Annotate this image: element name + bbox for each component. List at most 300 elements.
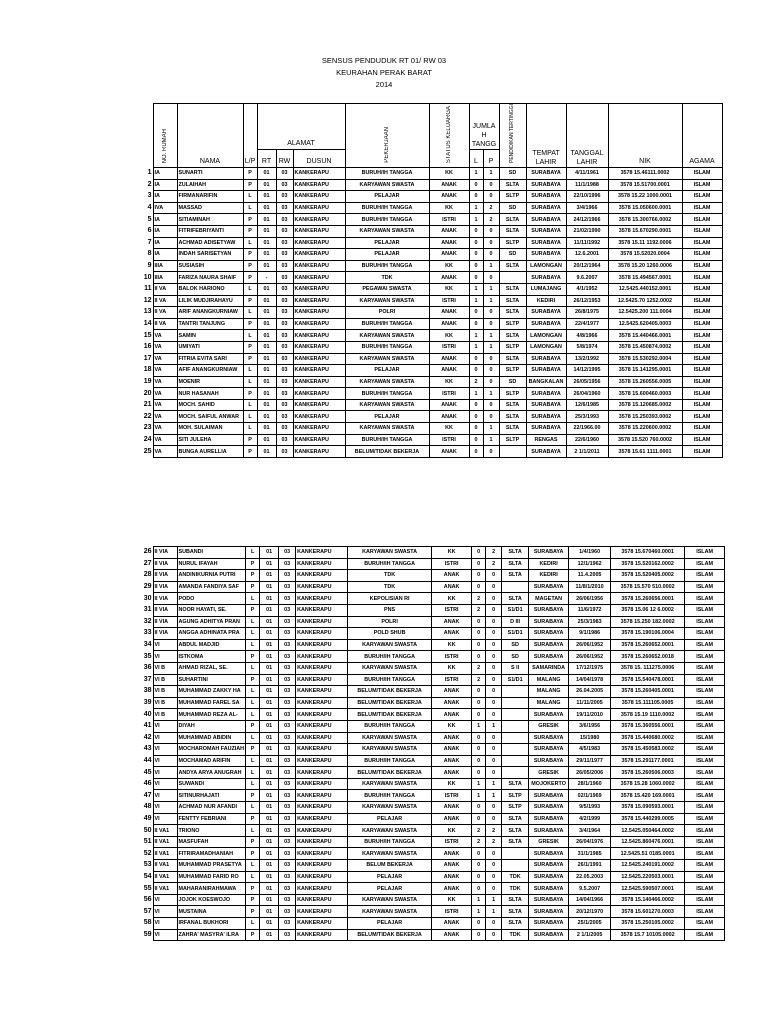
status-keluarga: ANAK [429,237,469,249]
jumlah-p: 1 [483,423,499,435]
rw: 03 [276,225,293,237]
nama: MUHAMMAD FARID RO [177,871,246,883]
row-number: 35 [143,652,152,660]
agama: ISLAM [685,918,725,930]
tempat-lahir: SURABAYA [529,616,569,628]
row-number: 30 [143,594,152,602]
agama: ISLAM [685,836,725,848]
status-keluarga: ISTRI [432,836,472,848]
dusun: KANKERAPU [296,628,348,640]
no-rumah: II VIA [153,558,177,570]
table-row [140,202,722,214]
pekerjaan: BURUH/IH TANGGA [348,674,432,686]
tanggal-lahir: 21/02/1990 [566,225,608,237]
no-rumah: VI [153,929,177,941]
status-keluarga: KK [432,593,472,605]
dusun: KANKERAPU [293,202,345,214]
jenis-kelamin: P [243,225,257,237]
dusun: KANKERAPU [293,295,345,307]
jumlah-p: 0 [483,225,499,237]
table-row [140,423,722,435]
rw: 03 [279,674,296,686]
jumlah-l: 0 [469,434,483,446]
pekerjaan: TDK [345,272,429,284]
no-rumah: VI [153,732,177,744]
tempat-lahir: SURABAYA [529,744,569,756]
pendidikan: SLTA [499,179,526,191]
no-rumah: II VA1 [153,836,177,848]
rw: 03 [276,260,293,272]
rt: 01 [260,570,279,582]
dusun: KANKERAPU [293,179,345,191]
nik: 3578 15.520162.0002 [611,558,685,570]
pendidikan: SLTA [502,918,529,930]
jenis-kelamin: P [243,260,257,272]
row-number: 37 [143,675,152,683]
rt: 01 [260,860,279,872]
pekerjaan: BURUH/IH TANGGA [348,651,432,663]
table-row [140,755,725,767]
nama: MOCH. SAHID [177,399,243,411]
jumlah-p: 0 [486,883,502,895]
jumlah-l: 0 [472,697,486,709]
pekerjaan: KARYAWAN SWASTA [345,353,429,365]
pendidikan: S II [502,662,529,674]
jenis-kelamin: P [243,446,257,458]
nik: 3578 15.220600.0002 [608,423,682,435]
nama: MUHAMMAD ABIDIN [177,732,246,744]
nama: ANGGA ADHINATA PRA [177,628,246,640]
jenis-kelamin: L [243,307,257,319]
tanggal-lahir: 11/1/1988 [566,179,608,191]
nik: 3578 15.520 760.0002 [608,434,682,446]
rt: 01 [257,214,276,226]
tempat-lahir: GRESIK [529,720,569,732]
nama: NOOR HAYATI, SE. [177,604,246,616]
tempat-lahir: SURABAYA [526,399,566,411]
header-jumlah: JUMLA H TANGG [469,104,499,150]
dusun: KANKERAPU [296,558,348,570]
tanggal-lahir: 9/5/1993 [569,802,611,814]
rw: 03 [279,790,296,802]
tanggal-lahir: 11/11/2005 [569,697,611,709]
no-rumah: II VA1 [153,871,177,883]
nama: SITI JULEHA [177,434,243,446]
status-keluarga: ANAK [432,732,472,744]
status-keluarga: KK [432,825,472,837]
jenis-kelamin: P [246,836,260,848]
status-keluarga: ANAK [429,249,469,261]
nik: 3578 15. 111275.0006 [611,662,685,674]
no-rumah: VI B [153,697,177,709]
nik: 3578 15.050600.0001 [608,202,682,214]
tempat-lahir: SURABAYA [526,307,566,319]
jenis-kelamin: P [243,295,257,307]
agama: ISLAM [685,686,725,698]
row-number: 46 [143,780,152,788]
pekerjaan: BURUH/IH TANGGA [348,720,432,732]
pekerjaan: PELAJAR [348,871,432,883]
tanggal-lahir: 1/4/1960 [569,547,611,559]
jenis-kelamin: L [246,825,260,837]
row-number: 43 [143,745,152,753]
pendidikan [502,697,529,709]
jenis-kelamin: P [243,353,257,365]
tanggal-lahir: 12.6.2001 [566,249,608,261]
jumlah-l: 1 [472,790,486,802]
pendidikan: SLTA [502,570,529,582]
tanggal-lahir: 11/6/1972 [569,604,611,616]
table-row [140,365,722,377]
tanggal-lahir: 4/8/1966 [566,330,608,342]
table-row [140,558,725,570]
status-keluarga: ISTRI [429,341,469,353]
status-keluarga: KK [432,720,472,732]
jenis-kelamin: L [246,918,260,930]
rw: 03 [279,732,296,744]
tanggal-lahir: 28/1/1960 [569,778,611,790]
no-rumah: VI B [153,686,177,698]
pendidikan: SLTA [499,225,526,237]
rw: 03 [279,639,296,651]
tanggal-lahir: 29/11/1977 [569,755,611,767]
status-keluarga: ISTRI [432,604,472,616]
header-jumlah-p: P [483,150,499,168]
nama: DIYAH [177,720,246,732]
nik: 12.5425.220503.0001 [611,871,685,883]
jenis-kelamin: L [246,547,260,559]
jenis-kelamin: L [243,399,257,411]
pekerjaan: BELUM/TIDAK BEKERJA [348,697,432,709]
table-row [140,639,725,651]
jenis-kelamin: L [243,202,257,214]
jumlah-l: 0 [469,318,483,330]
tanggal-lahir: 3/4/1966 [566,202,608,214]
table-row [140,686,725,698]
pendidikan [502,767,529,779]
table-row [140,593,725,605]
agama: ISLAM [685,697,725,709]
jumlah-p: 0 [483,376,499,388]
tempat-lahir: SURABAYA [529,813,569,825]
row-number: 21 [143,401,152,409]
status-keluarga: ANAK [432,929,472,941]
tanggal-lahir: 22/4/1977 [566,318,608,330]
no-rumah: VA [153,353,177,365]
table-row [140,802,725,814]
no-rumah: VI [153,802,177,814]
jumlah-p: 1 [486,906,502,918]
table-row [140,604,725,616]
jumlah-l: 0 [472,918,486,930]
status-keluarga: KK [432,662,472,674]
rt: 01 [260,639,279,651]
jumlah-l: 0 [469,423,483,435]
no-rumah: II VA [153,318,177,330]
nama: AGUNG ADHITYA PRAN [177,616,246,628]
dusun: KANKERAPU [293,399,345,411]
pekerjaan: BELUM BEKERJA [348,860,432,872]
tanggal-lahir: 26/04/1976 [569,836,611,848]
jenis-kelamin: L [246,697,260,709]
rw: 03 [279,836,296,848]
table-row [140,272,722,284]
jumlah-p: 0 [486,929,502,941]
jumlah-l: 0 [469,237,483,249]
jenis-kelamin: L [246,802,260,814]
no-rumah: II VIA [153,604,177,616]
no-rumah: VI B [153,674,177,686]
dusun: KANKERAPU [293,225,345,237]
rt: 01 [257,318,276,330]
no-rumah: II VIA [153,547,177,559]
status-keluarga: ANAK [432,918,472,930]
pekerjaan: KARYAWAN SWASTA [348,547,432,559]
pekerjaan: KARYAWAN SWASTA [348,778,432,790]
jumlah-p: 0 [483,365,499,377]
agama: ISLAM [685,709,725,721]
agama: ISLAM [682,272,722,284]
pekerjaan: KARYAWAN SWASTA [348,744,432,756]
pekerjaan: BURUH/IH TANGGA [348,558,432,570]
nik: 3578 15.440680.0002 [611,732,685,744]
rt: 01 [257,249,276,261]
jenis-kelamin: P [243,179,257,191]
agama: ISLAM [685,744,725,756]
jumlah-l: 0 [472,651,486,663]
pekerjaan: BELUM/TIDAK BEKERJA [348,929,432,941]
jenis-kelamin: P [246,906,260,918]
jenis-kelamin: L [246,662,260,674]
jumlah-p: 1 [483,283,499,295]
nama: PODO [177,593,246,605]
jenis-kelamin: L [246,732,260,744]
rw: 03 [276,376,293,388]
agama: ISLAM [682,330,722,342]
rt: 01 [260,825,279,837]
nama: ISTKOMA [177,651,246,663]
dusun: KANKERAPU [296,894,348,906]
jenis-kelamin: L [243,283,257,295]
dusun: KANKERAPU [293,318,345,330]
jumlah-p: 0 [483,318,499,330]
no-rumah: VI [153,813,177,825]
nama: SITIAMINAH [177,214,243,226]
row-number: 44 [143,756,152,764]
jumlah-l: 0 [472,709,486,721]
nama: INDAH SARISETYAN [177,249,243,261]
doc-title-line1: SENSUS PENDUDUK RT 01/ RW 03 [321,56,447,65]
rt: 01 [260,732,279,744]
rt: 01 [260,674,279,686]
status-keluarga: ANAK [432,697,472,709]
jumlah-l: 0 [472,883,486,895]
nik: 3578 15.600460.0003 [608,388,682,400]
tempat-lahir: SURABAYA [526,179,566,191]
rt: 01 [257,376,276,388]
nik: 3578 15.440466.0001 [608,330,682,342]
jumlah-l: 0 [469,249,483,261]
status-keluarga: ISTRI [429,434,469,446]
row-number: 42 [143,733,152,741]
jenis-kelamin: P [246,581,260,593]
rw: 03 [279,825,296,837]
nik: 3578 15.260652.0018 [611,651,685,663]
dusun: KANKERAPU [296,906,348,918]
rt: 01 [257,365,276,377]
rt: 01 [260,616,279,628]
rt: 01 [260,581,279,593]
tempat-lahir: SURABAYA [526,237,566,249]
row-number: 16 [143,343,152,351]
row-number: 5 [147,215,152,223]
jumlah-l: 0 [472,616,486,628]
jumlah-p: 2 [486,547,502,559]
status-keluarga: ANAK [429,353,469,365]
header-tanggal-lahir: TANGGAL LAHIR [566,104,608,168]
jenis-kelamin: L [246,860,260,872]
row-number: 41 [143,722,152,730]
jenis-kelamin: P [246,558,260,570]
jumlah-l: 0 [469,179,483,191]
jenis-kelamin: L [243,191,257,203]
table-row [140,651,725,663]
pekerjaan: PELAJAR [345,237,429,249]
dusun: KANKERAPU [293,446,345,458]
pendidikan: SD [499,249,526,261]
status-keluarga: ANAK [429,365,469,377]
nama: AMANDA FANDIYA SAF [177,581,246,593]
jumlah-l: 2 [472,674,486,686]
header-pekerjaan: PEKERJAAN [345,104,429,168]
table-row [140,388,722,400]
status-keluarga: ANAK [429,318,469,330]
agama: ISLAM [682,446,722,458]
dusun: KANKERAPU [293,237,345,249]
rt: 01 [260,628,279,640]
header-jumlah-l: L [469,150,483,168]
status-keluarga: ISTRI [432,790,472,802]
status-keluarga: ANAK [432,883,472,895]
tempat-lahir: SURABAYA [526,446,566,458]
rw: 03 [279,686,296,698]
pekerjaan: KARYAWAN SWASTA [345,423,429,435]
no-rumah: II VA [153,307,177,319]
pekerjaan: KARYAWAN SWASTA [345,399,429,411]
pekerjaan: KARYAWAN SWASTA [348,906,432,918]
jumlah-p: 0 [483,411,499,423]
dusun: KANKERAPU [296,836,348,848]
rt: 01 [257,330,276,342]
row-number: 13 [143,308,152,316]
dusun: KANKERAPU [293,365,345,377]
pekerjaan: PELAJAR [345,249,429,261]
table-row [140,813,725,825]
agama: ISLAM [682,179,722,191]
agama: ISLAM [685,790,725,802]
dusun: KANKERAPU [296,674,348,686]
tempat-lahir: SURABAYA [526,225,566,237]
nik: 3578 15.250393.0002 [608,411,682,423]
header-nik: NIK [608,104,682,168]
jumlah-l: 0 [469,272,483,284]
pekerjaan: BURUH/IH TANGGA [345,434,429,446]
rw: 03 [279,604,296,616]
nik: 3578 15.250 182.0002 [611,616,685,628]
row-number: 19 [143,377,152,385]
jumlah-l: 1 [469,202,483,214]
nama: ACHMAD ADISETYAW [177,237,243,249]
table-row [140,341,722,353]
nik: 12.5425.860476.0001 [611,836,685,848]
rw: 03 [279,894,296,906]
rt: 01 [257,341,276,353]
table-row [140,214,722,226]
rt: 01 [260,720,279,732]
status-keluarga: ANAK [429,225,469,237]
tanggal-lahir: 14/04/1966 [569,894,611,906]
pendidikan [502,848,529,860]
tanggal-lahir: 26/06/1952 [569,651,611,663]
jumlah-p: 1 [486,894,502,906]
pendidikan: TDK [502,871,529,883]
agama: ISLAM [685,581,725,593]
rw: 03 [279,628,296,640]
pendidikan: SLTA [499,330,526,342]
nik: 3578 15.540478.0001 [611,674,685,686]
pendidikan: SLTA [502,906,529,918]
tanggal-lahir: 12/6/1985 [566,399,608,411]
tempat-lahir: MALANG [529,697,569,709]
table-row [140,860,725,872]
jumlah-l: 0 [472,848,486,860]
rw: 03 [276,423,293,435]
row-number: 15 [143,331,152,339]
pekerjaan: BURUH/IH TANGGA [348,790,432,802]
pekerjaan: KARYAWAN SWASTA [348,639,432,651]
jumlah-l: 2 [469,376,483,388]
pendidikan: SLTA [502,894,529,906]
status-keluarga: KK [432,894,472,906]
rw: 03 [279,929,296,941]
nama: TRIONO [177,825,246,837]
status-keluarga: ANAK [429,399,469,411]
row-number: 31 [143,606,152,614]
rt: 01 [257,434,276,446]
tempat-lahir: SURABAYA [529,547,569,559]
status-keluarga: KK [432,639,472,651]
tempat-lahir: SURABAYA [529,802,569,814]
tempat-lahir: SURABAYA [529,848,569,860]
no-rumah: VI B [153,709,177,721]
pekerjaan: PELAJAR [348,918,432,930]
rw: 03 [279,802,296,814]
row-number: 4 [147,204,152,212]
no-rumah: VA [153,388,177,400]
pekerjaan: BURUH/IH TANGGA [345,202,429,214]
rw: 03 [276,283,293,295]
jumlah-p: 1 [483,260,499,272]
pendidikan: TDK [502,929,529,941]
row-number: 57 [143,907,152,915]
row-number: 12 [143,296,152,304]
status-keluarga: ANAK [429,179,469,191]
no-rumah: IIIA [153,260,177,272]
jenis-kelamin: L [246,709,260,721]
tempat-lahir: SURABAYA [526,388,566,400]
tempat-lahir: MOJOKERTO [529,778,569,790]
rt: 01 [260,790,279,802]
